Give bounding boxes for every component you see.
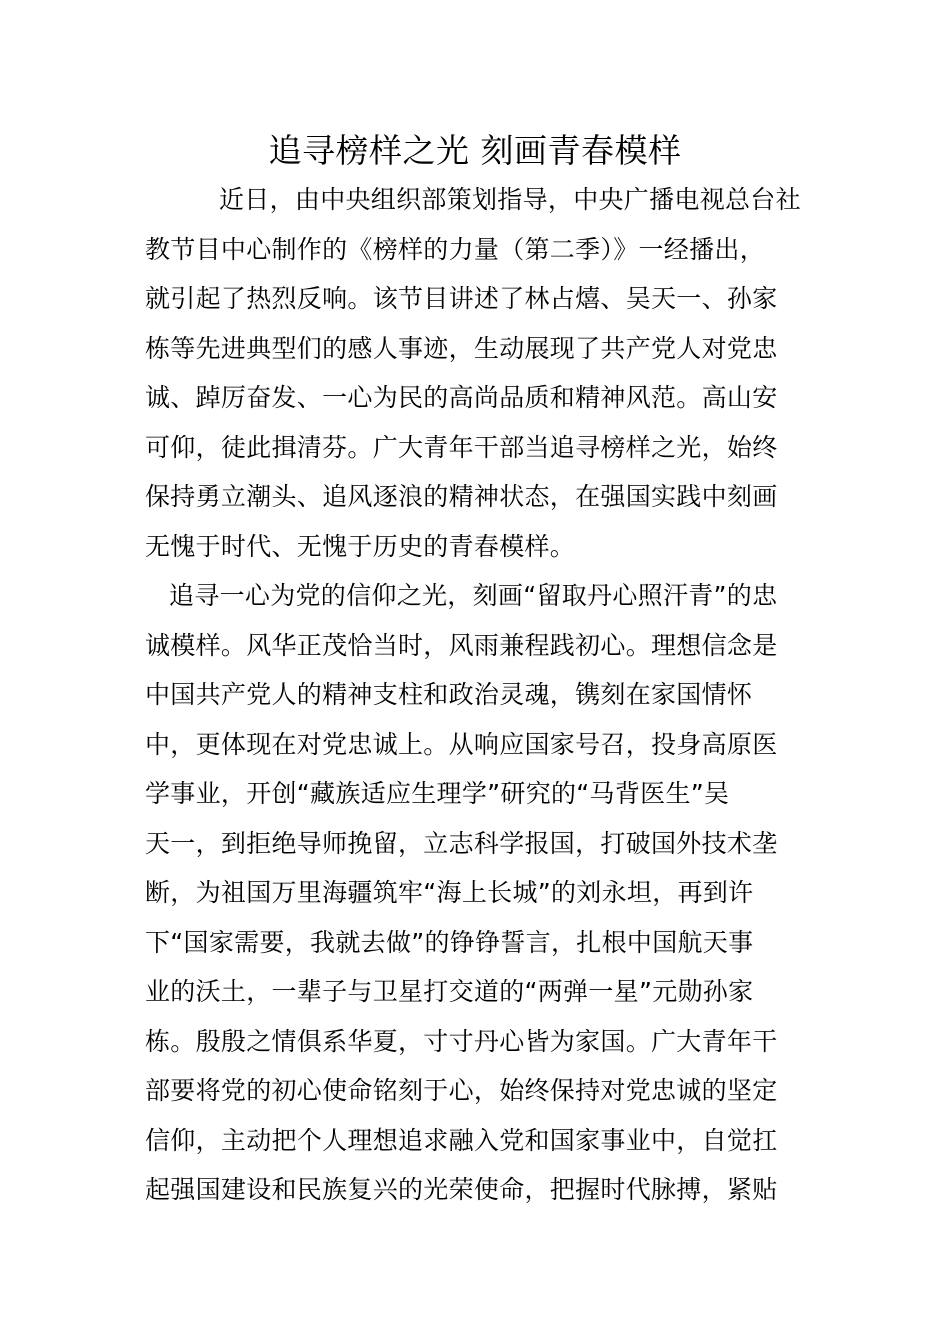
text-line: 业的沃土，一辈子与卫星打交道的“两弹一星”元勋孙家	[145, 977, 754, 1006]
text-line: 中国共产党人的精神支柱和政治灵魂，镌刻在家国情怀	[145, 680, 753, 709]
text-line: 教节目中心制作的《榜样的力量（第二季）》一经播出，	[145, 234, 766, 264]
text-line: 断，为祖国万里海疆筑牢“海上长城”的刘永坦，再到许	[145, 878, 754, 907]
text-line: 信仰，主动把个人理想追求融入党和国家事业中，自觉扛	[145, 1125, 778, 1155]
text-line: 保持勇立潮头、追风逐浪的精神状态，在强国实践中刻画	[145, 482, 778, 511]
text-line: 就引起了热烈反响。该节目讲述了林占熺、吴天一、孙家	[145, 284, 778, 313]
document-body	[145, 175, 810, 1215]
text-line: 起强国建设和民族复兴的光荣使命，把握时代脉搏，紧贴	[145, 1175, 778, 1204]
text-line: 栋等先进典型们的感人事迹，生动展现了共产党人对党忠	[145, 333, 778, 363]
text-line: 可仰，徒此揖清芬。广大青年干部当追寻榜样之光，始终	[145, 432, 778, 462]
document-title: 追寻榜样之光 刻画青春模样	[268, 131, 682, 170]
text-line: 栋。殷殷之情俱系华夏，寸寸丹心皆为家国。广大青年干	[145, 1026, 778, 1056]
text-line: 无愧于时代、无愧于历史的青春模样。	[145, 531, 576, 561]
text-line: 下“国家需要，我就去做”的铮铮誓言，扎根中国航天事	[145, 927, 754, 957]
text-line: 天一，到拒绝导师挽留，立志科学报国，打破国外技术垄	[145, 828, 778, 858]
text-line: 近日，由中央组织部策划指导，中央广播电视总台社	[219, 185, 801, 214]
text-line: 学事业，开创“藏族适应生理学”研究的“马背医生”吴	[145, 779, 730, 808]
text-line: 追寻一心为党的信仰之光，刻画“留取丹心照汗青”的忠	[169, 581, 778, 610]
text-line: 诚模样。风华正茂恰当时，风雨兼程践初心。理想信念是	[145, 630, 778, 660]
text-line: 诚、踔厉奋发、一心为民的高尚品质和精神风范。高山安	[145, 383, 778, 412]
text-line: 中，更体现在对党忠诚上。从响应国家号召，投身高原医	[145, 729, 778, 759]
text-line: 部要将党的初心使命铭刻于心，始终保持对党忠诚的坚定	[145, 1076, 778, 1105]
